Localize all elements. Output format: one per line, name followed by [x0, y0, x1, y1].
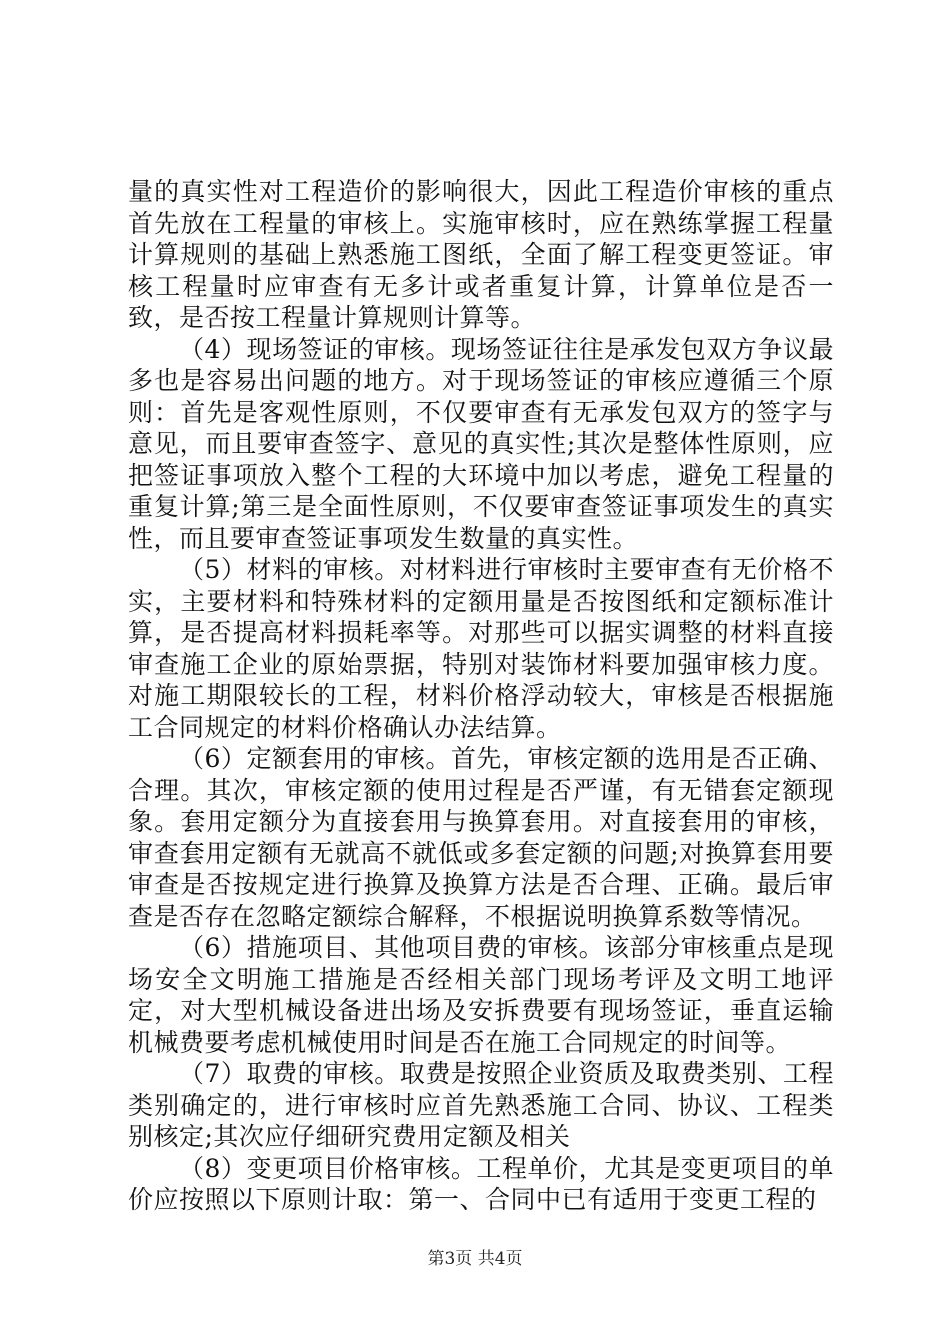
paragraph-site-visa-review: （4）现场签证的审核。现场签证往往是承发包双方争议最多也是容易出问题的地方。对于现场签证的审核应遵循三个原则：首先是客观性原则，不仅要审查有无承发包双方的签字与意见，而且要审查签字、意见的真实性;其次是整体性原则，应把签证事项放入整个工程的大环境中加以考虑，避免工程量的重复计算;第三是全面性原则，不仅要审查签证事项发生的真实性，而且要审查签证事项发生数量的真实性。: [128, 334, 834, 553]
page-footer: 第3页 共4页: [427, 1249, 523, 1269]
paragraph-change-price-review: （8）变更项目价格审核。工程单价，尤其是变更项目的单价应按照以下原则计取：第一、合同中已有适用于变更工程的: [128, 1153, 834, 1214]
document-body: [128, 176, 834, 1216]
paragraph-material-review: （5）材料的审核。对材料进行审核时主要审查有无价格不实，主要材料和特殊材料的定额用量是否按图纸和定额标准计算，是否提高材料损耗率等。对那些可以据实调整的材料直接审查施工企业的原始票据，特别对装饰材料要加强审核力度。对施工期限较长的工程，材料价格浮动较大，审核是否根据施工合同规定的材料价格确认办法结算。: [128, 555, 834, 742]
paragraph-quota-review: （6）定额套用的审核。首先，审核定额的选用是否正确、合理。其次，审核定额的使用过程是否严谨，有无错套定额现象。套用定额分为直接套用与换算套用。对直接套用的审核，审查套用定额有无就高不就低或多套定额的问题;对换算套用要审查是否按规定进行换算及换算方法是否合理、正确。最后审查是否存在忽略定额综合解释，不根据说明换算系数等情况。: [128, 744, 834, 931]
paragraph-fee-review: （7）取费的审核。取费是按照企业资质及取费类别、工程类别确定的，进行审核时应首先熟悉施工合同、协议、工程类别核定;其次应仔细研究费用定额及相关: [128, 1059, 834, 1151]
paragraph-continued: 量的真实性对工程造价的影响很大，因此工程造价审核的重点首先放在工程量的审核上。实施审核时，应在熟练掌握工程量计算规则的基础上熟悉施工图纸，全面了解工程变更签证。审核工程量时应审查有无多计或者重复计算，计算单位是否一致，是否按工程量计算规则计算等。: [128, 177, 834, 332]
paragraph-measures-review: （6）措施项目、其他项目费的审核。该部分审核重点是现场安全文明施工措施是否经相关部门现场考评及文明工地评定，对大型机械设备进出场及安拆费要有现场签证，垂直运输机械费要考虑机械使用时间是否在施工合同规定的时间等。: [128, 933, 834, 1057]
